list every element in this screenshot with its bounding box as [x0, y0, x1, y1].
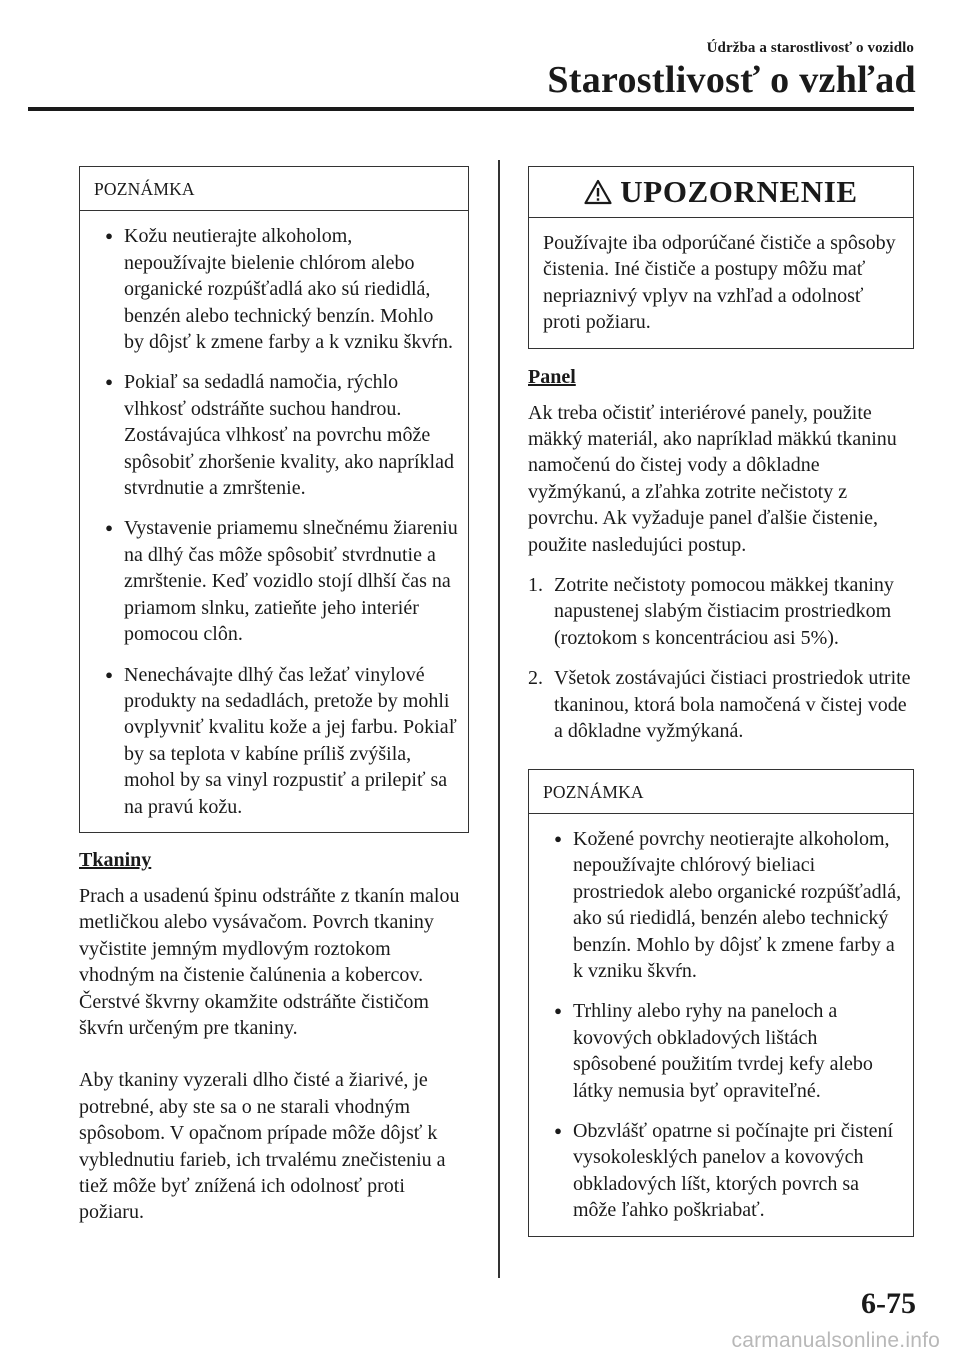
bullet-icon: ●	[554, 1003, 562, 1019]
list-item: ● Kožu neutierajte alkoholom, nepoužívajte bielenie chlórom alebo organické rozpúšťadlá ako sú riedidlá, benzén alebo technický benzín. Mohlo by dôjsť k zmene farby a k vzniku škvŕn.	[94, 223, 458, 355]
note-body	[80, 211, 468, 832]
step-text: Zotrite nečistoty pomocou mäkkej tkaniny napustenej slabým čistiacim prostriedkom (roztokom s koncentráciou asi 5%).	[554, 574, 894, 649]
bullet-icon: ●	[105, 374, 113, 390]
list-item: ● Trhliny alebo ryhy na paneloch a kovových obkladových lištách spôsobené použitím tvrdej kefy alebo látky nemusia byť opraviteľné.	[543, 998, 903, 1104]
list-item	[528, 572, 914, 651]
left-column	[79, 166, 469, 1226]
column-divider	[498, 160, 500, 1278]
note-body	[529, 814, 913, 1236]
tkaniny-paragraph-2: Aby tkaniny vyzerali dlho čisté a žiarivé, je potrebné, aby ste sa o ne starali vhodným spôsobom. V opačnom prípade môže dôjsť k vyblednutiu farieb, ich trvalému znečisteniu a tiež môže byť znížená ich odolnosť proti požiaru.	[79, 1069, 446, 1224]
bullet-icon: ●	[105, 228, 113, 244]
note-box-leather	[79, 166, 469, 833]
warning-triangle-icon	[584, 179, 612, 205]
watermark-text: carmanualsonline.info	[731, 1329, 940, 1352]
tkaniny-paragraph-1: Prach a usadenú špinu odstráňte z tkanín malou metličkou alebo vysávačom. Povrch tkaniny vyčistite jemným mydlovým roztokom vhodným na čistenie čalúnenia a kobercov. Čerstvé škvrny okamžite odstráňte čističom škvŕn určeným pre tkaniny.	[79, 884, 460, 1039]
list-item: ● Vystavenie priamemu slnečnému žiareniu na dlhý čas môže spôsobiť stvrdnutie a zmrštenie. Keď vozidlo stojí dlhší čas na priamom slnku, zatieňte jeho interiér pomocou clôn.	[94, 515, 458, 647]
list-item: ● Nenechávajte dlhý čas ležať vinylové produkty na sedadlách, pretože by mohli ovplyvniť kvalitu kože a jej farbu. Pokiaľ by sa teplota v kabíne príliš zvýšila, mohol by sa vinyl rozpustiť a prilepiť sa na pravú kožu.	[94, 662, 458, 820]
step-text: Všetok zostávajúci čistiaci prostriedok utrite tkaninou, ktorá bola namočená v čistej vode a dôkladne vyžmýkaná.	[554, 667, 911, 743]
header-section-label: Údržba a starostlivosť o vozidlo	[706, 40, 914, 56]
section-title-panel: Panel	[528, 365, 576, 388]
note-box-panel	[528, 769, 914, 1237]
header-rule	[28, 107, 914, 111]
warning-box	[528, 166, 914, 349]
bullet-icon: ●	[105, 520, 113, 536]
bullet-icon: ●	[554, 1122, 562, 1138]
bullet-icon: ●	[554, 830, 562, 846]
note-heading: POZNÁMKA	[80, 167, 468, 211]
bullet-icon: ●	[105, 666, 113, 682]
list-item	[528, 665, 914, 744]
note-heading: POZNÁMKA	[529, 770, 913, 814]
panel-intro: Ak treba očistiť interiérové panely, použite mäkký materiál, ako napríklad mäkkú tkaninu namočenú do čistej vody a dôkladne vyžmýkanú, a zľahka zotrite nečistoty z povrchu. Ak vyžaduje panel ďalšie čistenie, použite nasledujúci postup.	[528, 401, 897, 556]
list-item: ● Kožené povrchy neotierajte alkoholom, nepoužívajte chlórový bieliaci prostriedok alebo organické rozpúšťadlá, ako sú riedidlá, benzén alebo technický benzín. Mohlo by dôjsť k zmene farby a k vzniku škvŕn.	[543, 826, 903, 984]
page-number: 6-75	[861, 1287, 916, 1320]
right-column	[528, 166, 914, 1237]
list-item: ● Pokiaľ sa sedadlá namočia, rýchlo vlhkosť odstráňte suchou handrou. Zostávajúca vlhkosť na povrchu môže spôsobiť zhoršenie kvality, ako napríklad stvrdnutie a zmrštenie.	[94, 369, 458, 501]
step-number: 1.	[528, 574, 543, 597]
list-item: ● Obzvlášť opatrne si počínajte pri čistení vysokolesklých panelov a kovových obkladových líšt, ktorých povrch sa môže ľahko poškriabať.	[543, 1118, 903, 1224]
step-number: 2.	[528, 667, 543, 690]
section-title-tkaniny: Tkaniny	[79, 848, 152, 871]
warning-heading: UPOZORNENIE	[529, 167, 913, 218]
page-title: Starostlivosť o vzhľad	[547, 59, 916, 101]
warning-text: Používajte iba odporúčané čističe a spôsoby čistenia. Iné čističe a postupy môžu mať nepriaznivý vplyv na vzhľad a odolnosť proti požiaru.	[543, 232, 896, 334]
